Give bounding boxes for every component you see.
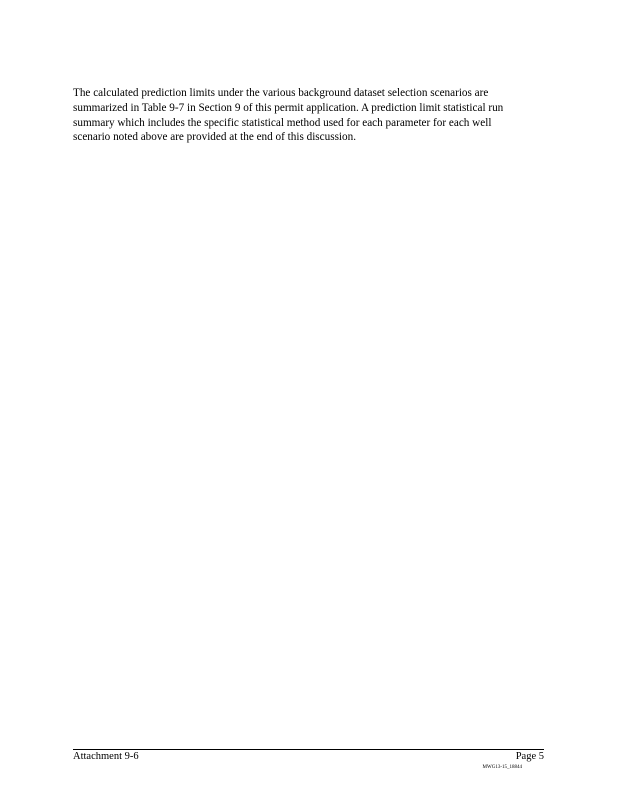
footer-page-number: Page 5 [515,751,544,762]
paragraph-line: summarized in Table 9-7 in Section 9 of this permit application. A prediction limit statistical run [73,101,504,114]
paragraph-line: summary which includes the specific statistical method used for each parameter for each well [73,116,492,129]
footer-divider [73,749,544,750]
body-paragraph [73,86,544,145]
paragraph-line: The calculated prediction limits under the various background dataset selection scenarios are [73,87,489,99]
footer-attachment-label: Attachment 9-6 [73,751,139,762]
paragraph-line: scenario noted above are provided at the end of this discussion. [73,131,357,144]
document-bates-code: MWG13-15_18844 [482,765,522,770]
